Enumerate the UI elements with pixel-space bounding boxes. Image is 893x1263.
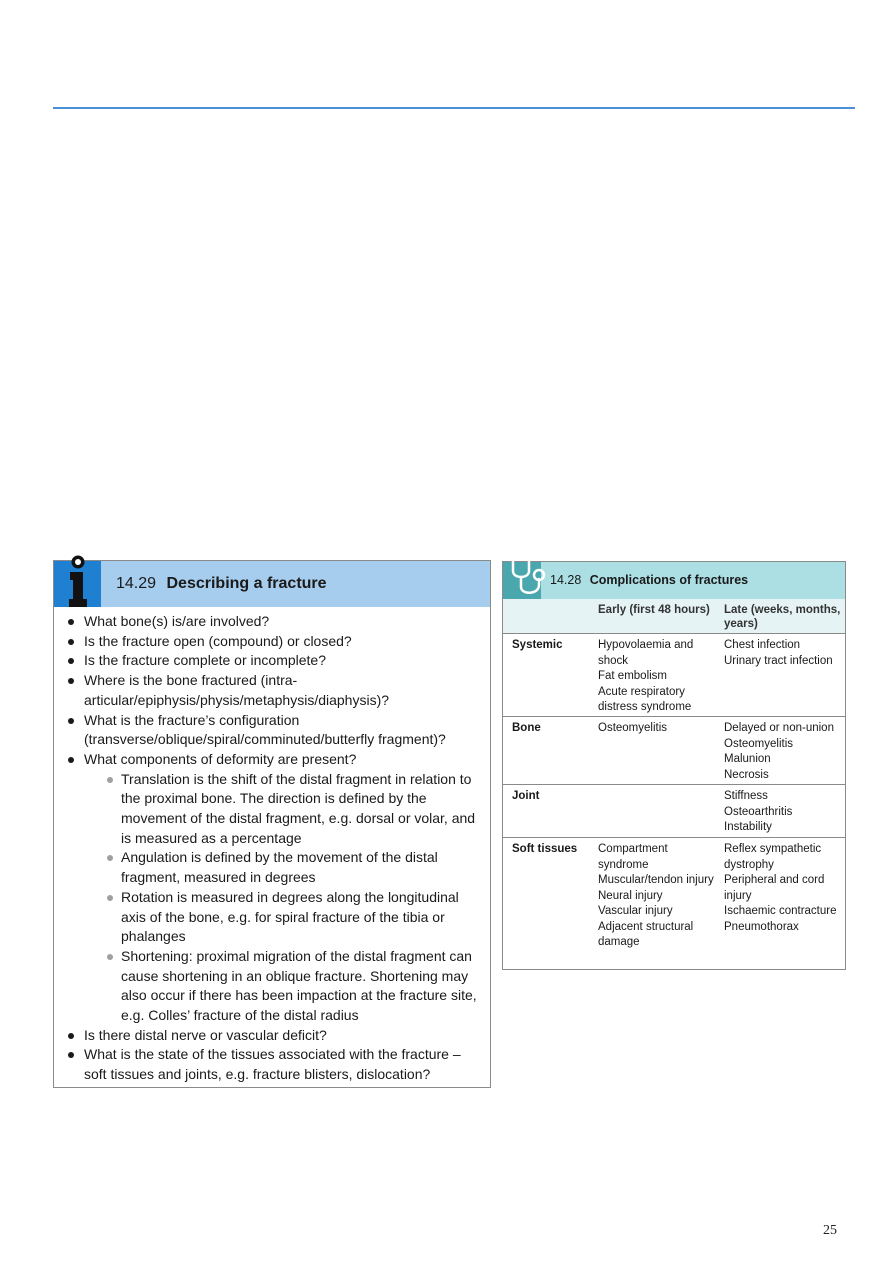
cell-item: Instability xyxy=(724,821,772,833)
cell-item: Compartment syndrome xyxy=(598,843,668,871)
page-number: 25 xyxy=(823,1223,837,1238)
cell-item: Acute respiratory distress syndrome xyxy=(598,685,692,713)
early-cell xyxy=(598,721,716,737)
box-number: 14.28 xyxy=(550,573,582,587)
list-item: Is there distal nerve or vascular deficit? xyxy=(64,1026,484,1046)
list-item-text: What components of deformity are present? xyxy=(84,750,357,767)
table-row-joint xyxy=(503,784,845,838)
complications-box xyxy=(502,561,846,970)
list-item: What is the fracture’s configuration (transverse/oblique/spiral/comminuted/butterfly fragment)? xyxy=(64,711,484,750)
table-header xyxy=(503,599,845,634)
list-item: Is the fracture open (compound) or closed? xyxy=(64,632,484,652)
cell-item: Pneumothorax xyxy=(724,920,799,933)
cell-item: Delayed or non-union xyxy=(724,722,834,734)
table-row-systemic xyxy=(503,634,845,716)
late-cell xyxy=(724,789,844,836)
late-cell xyxy=(724,842,844,935)
info-icon xyxy=(58,555,98,609)
cell-item: Adjacent structural damage xyxy=(598,920,694,948)
sub-list-item: Shortening: proximal migration of the distal fragment can cause shortening in an oblique fracture. Shortening may also occur if there has been impaction at the fracture site, e.g. Colles’ fracture of the distal radius xyxy=(84,947,484,1026)
early-cell xyxy=(598,638,716,716)
complications-header xyxy=(503,562,845,599)
cell-item: Vascular injury xyxy=(598,905,673,917)
sub-list-item: Translation is the shift of the distal fragment in relation to the proximal bone. The direction is defined by the movement of the distal fragment, e.g. dorsal or volar, and is measured as a percentage xyxy=(84,770,484,849)
cell-item: Stiffness xyxy=(724,790,768,802)
describing-fracture-box xyxy=(53,560,491,1088)
list-item: Where is the bone fractured (intra-articular/epiphysis/physis/metaphysis/diaphysis)? xyxy=(64,671,484,710)
row-label: Bone xyxy=(512,722,541,734)
late-cell xyxy=(724,721,844,783)
row-label: Joint xyxy=(512,790,540,802)
stethoscope-icon xyxy=(507,555,547,599)
cell-item: Muscular/tendon injury xyxy=(598,874,714,886)
cell-item: Neural injury xyxy=(598,889,663,902)
box-title-text: Complications of fractures xyxy=(589,573,749,587)
cell-item: Osteomyelitis xyxy=(598,722,668,734)
list-item: What bone(s) is/are involved? xyxy=(64,612,484,632)
cell-item: Necrosis xyxy=(724,768,769,781)
column-header-early: Early (first 48 hours) xyxy=(598,604,710,616)
sub-list-item: Rotation is measured in degrees along the longitudinal axis of the bone, e.g. for spiral fracture of the tibia or phalanges xyxy=(84,888,484,947)
table-row-soft-tissues xyxy=(503,837,845,970)
cell-item: Malunion xyxy=(724,753,771,765)
row-label: Soft tissues xyxy=(512,843,578,855)
describing-list xyxy=(64,612,484,1085)
describing-fracture-header xyxy=(54,561,490,607)
cell-item: Fat embolism xyxy=(598,670,668,682)
header-rule xyxy=(53,107,855,109)
cell-item: Hypovolaemia and shock xyxy=(598,639,694,667)
list-item-deformity xyxy=(64,750,484,1026)
sub-list-item: Angulation is defined by the movement of the distal fragment, measured in degrees xyxy=(84,848,484,887)
cell-item: Urinary tract infection xyxy=(724,654,833,667)
list-item: What is the state of the tissues associated with the fracture – soft tissues and joints, e.g. fracture blisters, dislocation? xyxy=(64,1045,484,1084)
deformity-sublist xyxy=(84,770,484,1026)
cell-item: Ischaemic contracture xyxy=(724,905,837,917)
box-title-text: Describing a fracture xyxy=(166,575,327,592)
early-cell xyxy=(598,842,716,951)
list-item: Is the fracture complete or incomplete? xyxy=(64,651,484,671)
column-header-late: Late (weeks, months, years) xyxy=(724,604,841,630)
cell-item: Osteomyelitis xyxy=(724,737,794,750)
box-title xyxy=(116,575,327,593)
box-title xyxy=(550,573,748,587)
row-label: Systemic xyxy=(512,639,563,651)
late-cell xyxy=(724,638,844,669)
cell-item: Peripheral and cord injury xyxy=(724,874,825,902)
table-row-bone xyxy=(503,716,845,785)
cell-item: Reflex sympathetic dystrophy xyxy=(724,843,822,871)
cell-item: Chest infection xyxy=(724,639,801,651)
box-number: 14.29 xyxy=(116,575,157,592)
cell-item: Osteoarthritis xyxy=(724,805,793,818)
